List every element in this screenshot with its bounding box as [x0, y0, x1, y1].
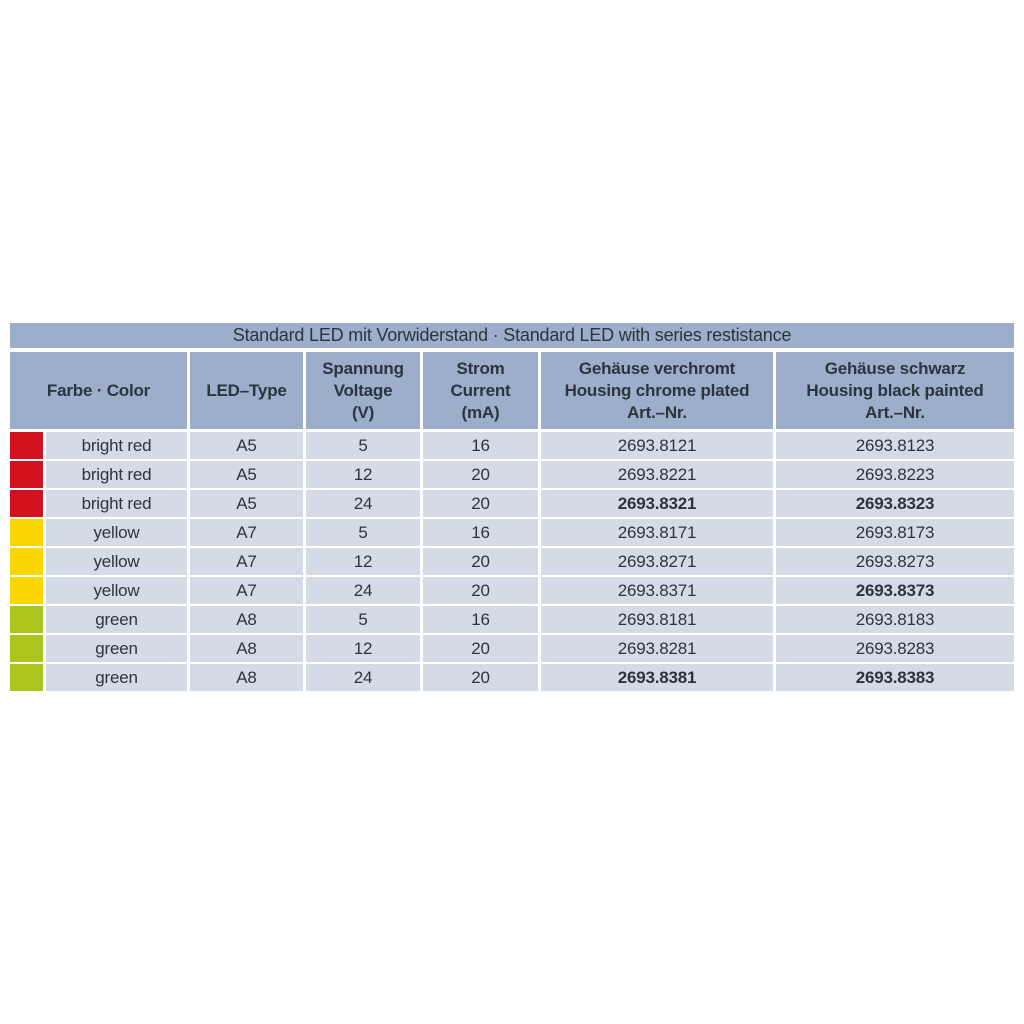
- column-header-label: Spannung: [322, 358, 404, 378]
- cell-voltage: 24: [306, 664, 420, 691]
- cell-art-chrome: 2693.8221: [541, 461, 773, 488]
- cell-voltage: 12: [306, 548, 420, 575]
- column-header-label: Housing chrome plated: [564, 380, 750, 400]
- color-swatch: [10, 664, 43, 691]
- cell-art-chrome: 2693.8381: [541, 664, 773, 691]
- table-row: [10, 664, 1014, 691]
- cell-color: bright red: [46, 461, 187, 488]
- table-header-row: [10, 352, 1014, 429]
- color-swatch: [10, 490, 43, 517]
- color-swatch: [10, 519, 43, 546]
- cell-art-black: 2693.8283: [776, 635, 1014, 662]
- cell-current: 20: [423, 577, 538, 604]
- color-swatch: [10, 432, 43, 459]
- color-swatch: [10, 461, 43, 488]
- cell-led-type: A8: [190, 606, 303, 633]
- cell-current: 20: [423, 490, 538, 517]
- cell-voltage: 5: [306, 606, 420, 633]
- cell-color: green: [46, 635, 187, 662]
- cell-art-chrome: 2693.8121: [541, 432, 773, 459]
- led-spec-table: [10, 323, 1014, 691]
- cell-color: yellow: [46, 577, 187, 604]
- cell-current: 20: [423, 548, 538, 575]
- table-row: [10, 635, 1014, 662]
- column-header-label: Housing black painted: [806, 380, 984, 400]
- column-header-art-chrome: [541, 352, 773, 429]
- table-row: [10, 548, 1014, 575]
- cell-color: yellow: [46, 548, 187, 575]
- cell-art-chrome: 2693.8321: [541, 490, 773, 517]
- column-header-label: Voltage: [333, 380, 393, 400]
- cell-color: green: [46, 606, 187, 633]
- cell-art-black: 2693.8273: [776, 548, 1014, 575]
- column-header-label: Strom: [456, 358, 505, 378]
- cell-voltage: 24: [306, 577, 420, 604]
- column-header-led-type: [190, 352, 303, 429]
- cell-led-type: A5: [190, 490, 303, 517]
- column-header-label: (mA): [461, 402, 500, 422]
- cell-current: 16: [423, 606, 538, 633]
- cell-color: yellow: [46, 519, 187, 546]
- cell-art-chrome: 2693.8181: [541, 606, 773, 633]
- cell-led-type: A8: [190, 664, 303, 691]
- table-row: [10, 432, 1014, 459]
- cell-voltage: 24: [306, 490, 420, 517]
- cell-voltage: 5: [306, 519, 420, 546]
- cell-art-chrome: 2693.8281: [541, 635, 773, 662]
- color-swatch: [10, 606, 43, 633]
- table-body: [10, 432, 1014, 691]
- table-title: Standard LED mit Vorwiderstand · Standard LED with series restistance: [232, 325, 792, 345]
- cell-current: 20: [423, 461, 538, 488]
- cell-art-black: 2693.8173: [776, 519, 1014, 546]
- cell-voltage: 12: [306, 461, 420, 488]
- table-row: [10, 606, 1014, 633]
- table-title-bar: [10, 323, 1014, 348]
- cell-current: 20: [423, 664, 538, 691]
- cell-art-black: 2693.8383: [776, 664, 1014, 691]
- cell-current: 20: [423, 635, 538, 662]
- cell-led-type: A7: [190, 548, 303, 575]
- cell-color: bright red: [46, 432, 187, 459]
- table-row: [10, 519, 1014, 546]
- column-header-label: Art.–Nr.: [865, 402, 925, 422]
- column-header-current: [423, 352, 538, 429]
- color-swatch: [10, 635, 43, 662]
- table-row: [10, 461, 1014, 488]
- column-header-label: Art.–Nr.: [627, 402, 687, 422]
- cell-voltage: 5: [306, 432, 420, 459]
- color-swatch: [10, 548, 43, 575]
- cell-led-type: A8: [190, 635, 303, 662]
- column-header-label: Gehäuse verchromt: [578, 358, 736, 378]
- cell-art-chrome: 2693.8271: [541, 548, 773, 575]
- cell-art-black: 2693.8183: [776, 606, 1014, 633]
- cell-art-black: 2693.8323: [776, 490, 1014, 517]
- column-header-farbe-color: [10, 352, 187, 429]
- cell-art-chrome: 2693.8171: [541, 519, 773, 546]
- cell-art-black: 2693.8373: [776, 577, 1014, 604]
- cell-current: 16: [423, 432, 538, 459]
- column-header-label: (V): [351, 402, 375, 422]
- table-row: [10, 577, 1014, 604]
- cell-led-type: A7: [190, 577, 303, 604]
- cell-led-type: A5: [190, 461, 303, 488]
- column-header-art-black: [776, 352, 1014, 429]
- column-header-label: Farbe · Color: [46, 380, 151, 400]
- cell-color: bright red: [46, 490, 187, 517]
- column-header-label: LED–Type: [206, 380, 287, 400]
- cell-art-black: 2693.8123: [776, 432, 1014, 459]
- cell-voltage: 12: [306, 635, 420, 662]
- table-row: [10, 490, 1014, 517]
- cell-color: green: [46, 664, 187, 691]
- column-header-label: Gehäuse schwarz: [824, 358, 966, 378]
- cell-led-type: A7: [190, 519, 303, 546]
- cell-led-type: A5: [190, 432, 303, 459]
- cell-current: 16: [423, 519, 538, 546]
- color-swatch: [10, 577, 43, 604]
- column-header-voltage: [306, 352, 420, 429]
- column-header-label: Current: [450, 380, 511, 400]
- cell-art-black: 2693.8223: [776, 461, 1014, 488]
- cell-art-chrome: 2693.8371: [541, 577, 773, 604]
